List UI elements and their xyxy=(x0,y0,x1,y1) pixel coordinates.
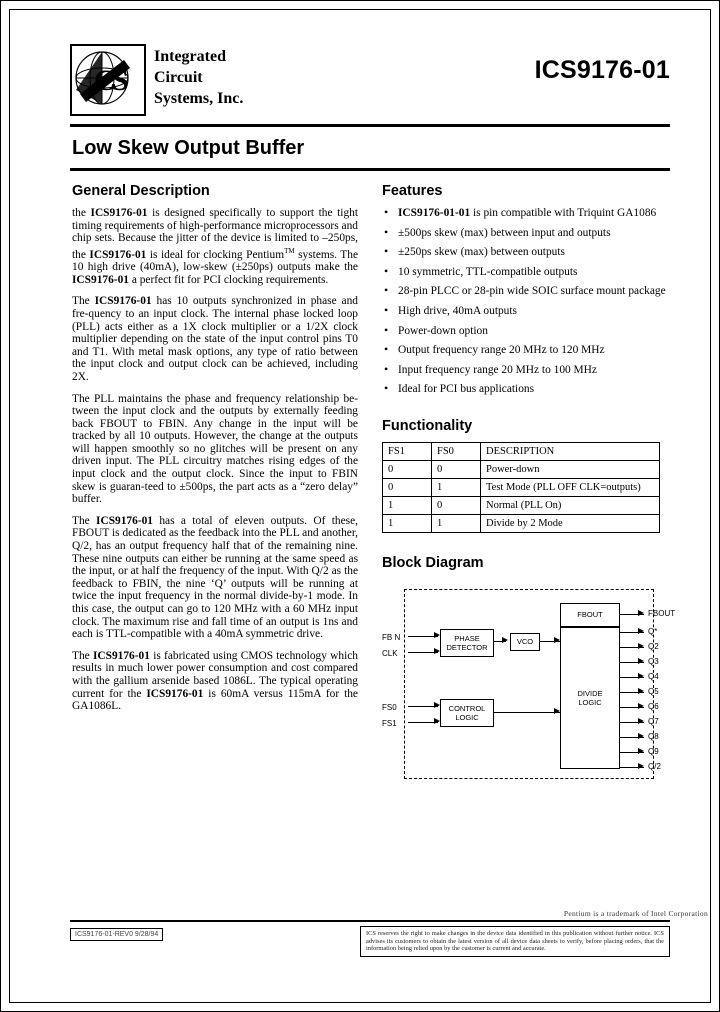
functionality-heading: Functionality xyxy=(382,417,473,434)
cell-description: Divide by 2 Mode xyxy=(481,514,660,532)
functionality-truth-table xyxy=(382,442,660,533)
cell-fs1: 1 xyxy=(383,496,432,514)
general-description-paragraph: The PLL maintains the phase and frequency relationship be-tween the input clock and the outputs by externally feeding back FBOUT to FBIN. Any change in the input will be tracked by all 10 outputs. However, the change at the outputs will happen smoothly so no glitches will be present on any driven input. The PLL circuitry matches rising edges of the input clock and the output clock. Since the input to FBIN skew is guaran-teed to ±500ps, the part acts as a “zero delay” buffer. xyxy=(72,392,358,506)
page-title: Low Skew Output Buffer xyxy=(72,137,305,159)
arrow-out-q2 xyxy=(638,643,644,649)
arrow-pd-to-vco xyxy=(502,637,508,643)
cell-fs1: 0 xyxy=(383,460,432,478)
arrow-out-q4 xyxy=(638,673,644,679)
input-label-clk: CLK xyxy=(382,648,398,658)
company-name xyxy=(154,46,243,109)
company-line-3: Systems, Inc. xyxy=(154,90,244,107)
column-header: FS1 xyxy=(383,442,432,460)
control-logic-label: CONTROL LOGIC xyxy=(448,703,486,722)
document-id: ICS9176-01-REV0 9/28/94 xyxy=(70,928,163,941)
output-label-fbout: FBOUT xyxy=(648,608,676,618)
arrow-out-q7 xyxy=(638,718,644,724)
cell-fs1: 0 xyxy=(383,478,432,496)
cell-fs0: 1 xyxy=(432,514,481,532)
output-label-q4: Q4 xyxy=(648,671,659,681)
arrow-out-q9 xyxy=(638,748,644,754)
arrow-out-fbout xyxy=(638,610,644,616)
general-description-paragraph: the ICS9176-01 is designed specifically to support the tight timing requirements of high-performance microprocessors and chip sets. Because the jitter of the device is limited to –250ps, the ICS9176-01 is ideal for clocking Pentium™ systems. The 10 high drive (40mA), low-skew (±250ps) outputs make the ICS9176-01 a perfect fit for PCI clocking requirements. xyxy=(72,207,359,286)
column-left xyxy=(72,183,358,722)
divide-logic-block xyxy=(560,627,620,769)
block-diagram-heading: Block Diagram xyxy=(382,554,484,571)
arrow-out-qhalf xyxy=(638,763,644,769)
input-label-fs0: FS0 xyxy=(382,702,397,712)
general-description-paragraph: The ICS9176-01 is fabricated using CMOS technology which results in much lower power consumption and cost compared with the gallium arsenide based 1086L. The typical operating current for the ICS9176-01 is 60mA versus 115mA for the GA1086L. xyxy=(72,649,358,713)
cell-description: Test Mode (PLL OFF CLK=outputs) xyxy=(481,478,660,496)
output-label-q7: Q7 xyxy=(648,716,659,726)
table-row xyxy=(383,514,660,532)
output-label-q5: Q5 xyxy=(648,686,659,696)
vco-label: VCO xyxy=(516,637,534,647)
cell-description: Normal (PLL On) xyxy=(481,496,660,514)
cell-fs0: 0 xyxy=(432,496,481,514)
ics-globe-logo xyxy=(70,44,146,116)
arrow-out-q3 xyxy=(638,658,644,664)
document-footer xyxy=(70,920,664,980)
table-row xyxy=(383,478,660,496)
table-row xyxy=(383,460,660,478)
features-list xyxy=(382,207,672,396)
fbout-block xyxy=(560,603,620,627)
page-content xyxy=(70,40,676,771)
list-item: • Power-down option xyxy=(382,325,672,338)
output-label-q8: Q8 xyxy=(648,731,659,741)
cell-description: Power-down xyxy=(481,460,660,478)
output-label-qhalf: Q/2 xyxy=(648,761,661,771)
input-label-fs1: FS1 xyxy=(382,718,397,728)
header-rule-thick xyxy=(70,124,670,127)
list-item: • 10 symmetric, TTL-compatible outputs xyxy=(382,266,672,279)
line-control-to-divide xyxy=(494,712,560,714)
company-line-2: Circuit xyxy=(154,69,203,86)
trademark-note: Pentium is a trademark of Intel Corporation xyxy=(563,909,708,918)
arrow-out-q8 xyxy=(638,733,644,739)
list-item: • Output frequency range 20 MHz to 120 MHz xyxy=(382,344,672,357)
list-item: • ±500ps skew (max) between input and outputs xyxy=(382,227,672,240)
arrow-out-q6 xyxy=(638,703,644,709)
list-item: • ICS9176-01-01 is pin compatible with Triquint GA1086 xyxy=(382,207,672,220)
svg-text:S: S xyxy=(112,64,129,97)
list-item: • 28-pin PLCC or 28-pin wide SOIC surface mount package xyxy=(382,285,672,298)
page-inner-border xyxy=(9,9,711,1003)
input-label-fbin: FB N xyxy=(382,632,401,642)
part-number: ICS9176-01 xyxy=(534,56,670,84)
column-header: FS0 xyxy=(432,442,481,460)
table-row xyxy=(383,496,660,514)
list-item: • ±250ps skew (max) between outputs xyxy=(382,246,672,259)
vco-block xyxy=(510,633,540,651)
list-item: • Input frequency range 20 MHz to 100 MHz xyxy=(382,364,672,377)
title-rule-thick xyxy=(70,168,670,171)
output-label-q9: Q9 xyxy=(648,746,659,756)
phase-detector-block xyxy=(440,629,494,657)
list-item: • High drive, 40mA outputs xyxy=(382,305,672,318)
column-header: DESCRIPTION xyxy=(481,442,660,460)
legal-disclaimer: ICS reserves the right to make changes in the device data identified in this publication without further notice. ICS advises its customers to obtain the latest version of all device data sheets to verify, before placing orders, that the information being relied upon by the customer is current and accurate. xyxy=(360,926,670,957)
output-label-q6: Q6 xyxy=(648,701,659,711)
output-label-q2: Q2 xyxy=(648,641,659,651)
footer-rule xyxy=(70,920,670,922)
control-logic-block xyxy=(440,699,494,727)
arrow-out-q5 xyxy=(638,688,644,694)
output-label-q3: Q3 xyxy=(648,656,659,666)
cell-fs1: 1 xyxy=(383,514,432,532)
features-heading: Features xyxy=(382,183,443,199)
arrow-vco-to-divide xyxy=(554,637,560,643)
svg-text:C: C xyxy=(94,64,116,97)
arrow-control-to-divide xyxy=(554,708,560,714)
document-header xyxy=(70,40,670,120)
table-header-row xyxy=(383,442,660,460)
column-right xyxy=(382,183,676,811)
company-line-1: Integrated xyxy=(154,48,226,65)
phase-detector-label: PHASE DETECTOR xyxy=(446,633,488,652)
list-item: • Ideal for PCI bus applications xyxy=(382,383,672,396)
fbout-label: FBOUT xyxy=(577,610,603,620)
cell-fs0: 1 xyxy=(432,478,481,496)
block-diagram xyxy=(382,581,676,811)
arrow-out-q1 xyxy=(638,628,644,634)
output-label-q1: Q* xyxy=(648,626,658,636)
general-description-paragraph: The ICS9176-01 has a total of eleven outputs. Of these, FBOUT is dedicated as the feedback into the PLL and another, Q/2, has an output frequency half that of the remaining nine. These nine outputs can either be running at the same speed as the input, or at half the frequency of the input. With Q/2 as the feedback to FBIN, the nine ‘Q’ outputs will be running at twice the input frequency in the normal divide-by-1 mode. In this case, the output can go to 120 MHz with a 60 MHz input clock. The maximum rise and fall time of an output is 1ns and each is TTL-compatible with a 40mA symmetric drive. xyxy=(72,514,359,641)
cell-fs0: 0 xyxy=(432,460,481,478)
divide-logic-label: DIVIDE LOGIC xyxy=(577,688,603,707)
general-description-paragraph: The ICS9176-01 has 10 outputs synchronized in phase and fre-quency to an input clock. The internal phase locked loop (PLL) acts either as a 1X clock multiplier or a 1/2X clock multiplier depending on the state of the input control pins T0 and T1. With metal mask options, any type of ratio between the input clock and output clock can be achieved, including 2X. xyxy=(72,295,358,383)
general-description-heading: General Description xyxy=(72,183,210,199)
